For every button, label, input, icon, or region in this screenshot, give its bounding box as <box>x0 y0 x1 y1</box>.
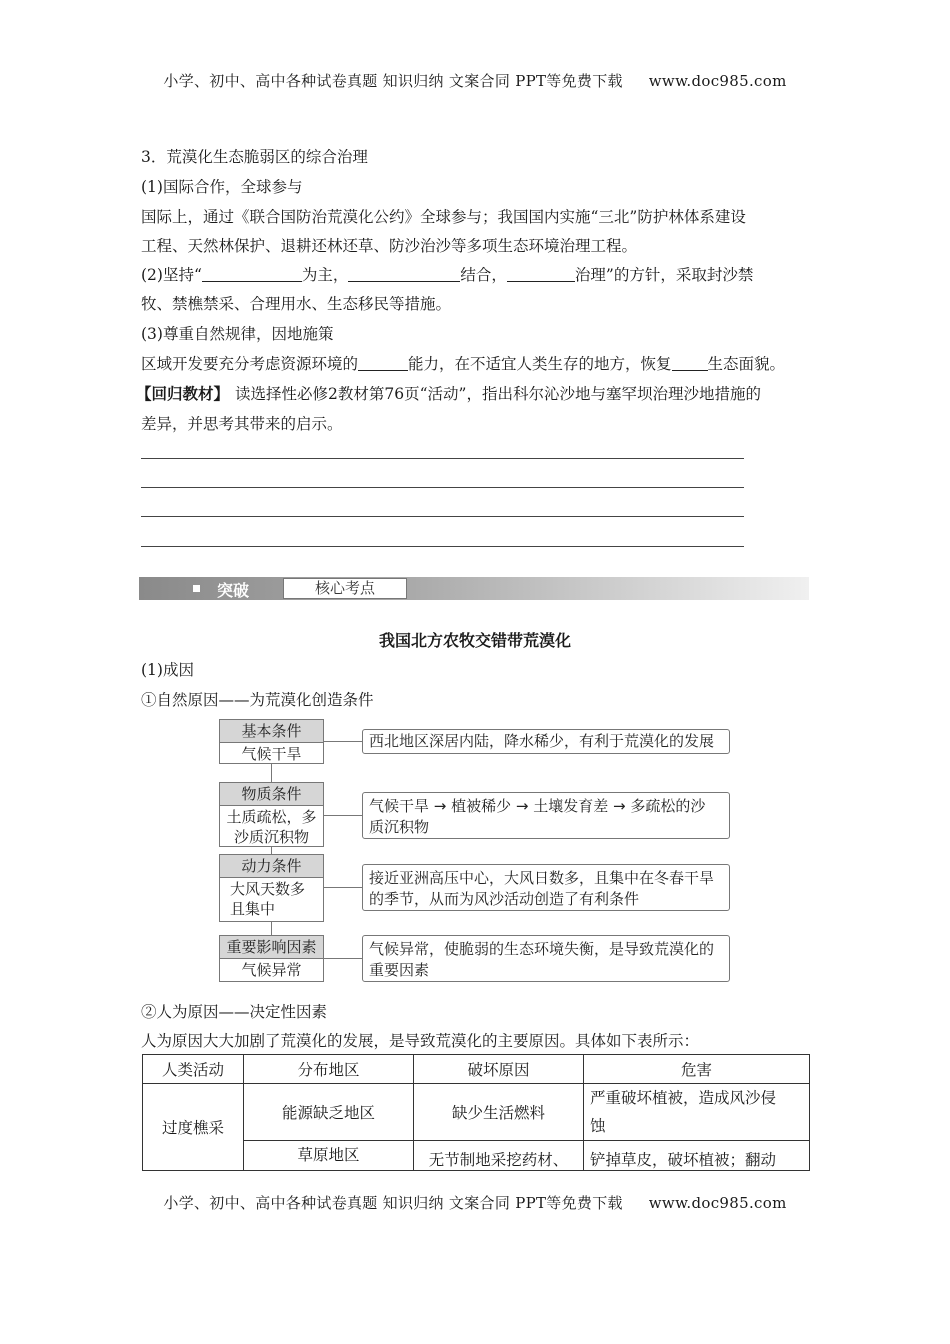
table-header-row <box>143 1055 810 1084</box>
p3-c: 生态面貌。 <box>707 355 786 373</box>
condition-body-line: 土质疏松，多 <box>226 808 317 826</box>
explanation-line: 气候异常，使脆弱的生态环境失衡，是导致荒漠化的 <box>369 940 715 958</box>
explanation-line: 质沉积物 <box>369 818 430 836</box>
explanation-box-3 <box>362 864 730 911</box>
connector-v3 <box>271 921 272 935</box>
p2-line1 <box>141 263 753 285</box>
answer-line-2[interactable] <box>141 487 744 488</box>
table-header: 分布地区 <box>244 1055 414 1084</box>
review-tag: 【回归教材】 <box>136 384 230 403</box>
p2-d: 治理”的方针，采取封沙禁 <box>574 266 754 284</box>
review-line1 <box>136 382 761 404</box>
condition-body-line: 沙质沉积物 <box>233 828 309 846</box>
p2-a: (2)坚持“ <box>141 266 202 284</box>
section-banner <box>139 577 809 600</box>
condition-body: 气候异常 <box>241 961 302 979</box>
review-line2: 差异，并思考其带来的启示。 <box>141 415 343 433</box>
p2-b: 为主， <box>301 266 349 284</box>
condition-body-line: 且集中 <box>230 900 276 918</box>
p1-line2: 工程、天然林保护、退耕还林还草、防沙治沙等多项生态环境治理工程。 <box>141 237 638 255</box>
condition-box-power <box>219 854 324 922</box>
page-header <box>0 70 950 91</box>
harm-line: 蚀 <box>590 1117 606 1135</box>
cause-title: (1)成因 <box>141 661 194 679</box>
condition-head: 物质条件 <box>220 783 323 806</box>
condition-head: 基本条件 <box>220 720 323 743</box>
banner-label-breakthrough: 突破 <box>217 581 250 600</box>
answer-line-3[interactable] <box>141 516 744 517</box>
p1-line1: 国际上，通过《联合国防治荒漠化公约》全球参与；我国国内实施“三北”防护林体系建设 <box>141 208 746 226</box>
explanation-box-2 <box>362 792 730 839</box>
explanation-box-1 <box>362 729 730 754</box>
blank-2[interactable] <box>348 266 460 283</box>
table-header: 危害 <box>584 1055 810 1084</box>
natural-cause-title: ①自然原因——为荒漠化创造条件 <box>141 691 374 709</box>
explanation-line: 西北地区深居内陆，降水稀少，有利于荒漠化的发展 <box>369 732 715 750</box>
condition-box-basic <box>219 719 324 764</box>
explanation-line: 气候干旱 → 植被稀少 → 土壤发育差 → 多疏松的沙 <box>369 797 706 815</box>
banner-label-core: 核心考点 <box>283 578 407 599</box>
human-cause-title: ②人为原因——决定性因素 <box>141 1003 328 1021</box>
explanation-box-4 <box>362 935 730 982</box>
footer-url[interactable]: www.doc985.com <box>648 1194 787 1212</box>
connector-h3 <box>324 887 362 888</box>
header-text: 小学、初中、高中各种试卷真题 知识归纳 文案合同 PPT等免费下载 <box>163 72 623 90</box>
answer-line-4[interactable] <box>141 546 744 547</box>
condition-body <box>220 878 323 920</box>
table-header: 破坏原因 <box>414 1055 584 1084</box>
table-row <box>143 1084 810 1141</box>
topic-title: 我国北方农牧交错带荒漠化 <box>378 631 571 650</box>
connector-v1 <box>271 763 272 783</box>
connector-h2 <box>324 815 362 816</box>
table-cell-region: 能源缺乏地区 <box>244 1084 414 1141</box>
table-header: 人类活动 <box>143 1055 244 1084</box>
connector-h1 <box>324 741 362 742</box>
explanation-line: 重要因素 <box>369 961 430 979</box>
condition-body-line: 大风天数多 <box>230 880 306 898</box>
condition-box-material <box>219 782 324 847</box>
blank-1[interactable] <box>202 266 302 283</box>
p3-a: 区域开发要充分考虑资源环境的 <box>141 355 359 373</box>
explanation-line: 接近亚洲高压中心，大风日数多，且集中在冬春干旱 <box>369 869 715 887</box>
condition-body <box>220 806 323 848</box>
table-cell-cause: 无节制地采挖药材、 <box>414 1141 584 1171</box>
p2-line2: 牧、禁樵禁采、合理用水、生态移民等措施。 <box>141 295 452 313</box>
human-cause-desc: 人为原因大大加剧了荒漠化的发展，是导致荒漠化的主要原因。具体如下表所示： <box>141 1032 700 1050</box>
square-icon <box>193 585 200 592</box>
p1-title: (1)国际合作，全球参与 <box>141 178 303 196</box>
table-cell-region: 草原地区 <box>244 1141 414 1171</box>
table-cell-harm: 铲掉草皮，破坏植被；翻动 <box>584 1141 810 1171</box>
condition-head: 重要影响因素 <box>220 936 323 959</box>
table-row <box>143 1141 810 1171</box>
connector-h4 <box>324 958 362 959</box>
table-cell-harm <box>584 1084 810 1141</box>
human-activity-table <box>142 1054 810 1171</box>
p3-title: (3)尊重自然规律，因地施策 <box>141 325 334 343</box>
header-url[interactable]: www.doc985.com <box>648 72 787 90</box>
harm-line: 严重破坏植被，造成风沙侵 <box>590 1089 777 1107</box>
section3-title: 3．荒漠化生态脆弱区的综合治理 <box>141 148 368 166</box>
footer-text: 小学、初中、高中各种试卷真题 知识归纳 文案合同 PPT等免费下载 <box>163 1194 623 1212</box>
condition-box-important <box>219 935 324 982</box>
condition-body: 气候干旱 <box>241 745 302 763</box>
blank-4[interactable] <box>358 355 408 372</box>
blank-3[interactable] <box>507 266 575 283</box>
p2-c: 结合， <box>460 266 507 284</box>
p3-b: 能力，在不适宜人类生存的地方，恢复 <box>408 355 672 373</box>
explanation-line: 的季节，从而为风沙活动创造了有利条件 <box>369 890 640 908</box>
condition-head: 动力条件 <box>220 855 323 878</box>
table-cell-cause: 缺少生活燃料 <box>414 1084 584 1141</box>
blank-5[interactable] <box>672 355 708 372</box>
answer-line-1[interactable] <box>141 458 744 459</box>
p3-line1 <box>141 352 785 374</box>
page-footer <box>0 1192 950 1213</box>
review-text1: 读选择性必修2教材第76页“活动”，指出科尔沁沙地与塞罕坝治理沙地措施的 <box>235 385 761 403</box>
table-cell-activity: 过度樵采 <box>143 1084 244 1171</box>
